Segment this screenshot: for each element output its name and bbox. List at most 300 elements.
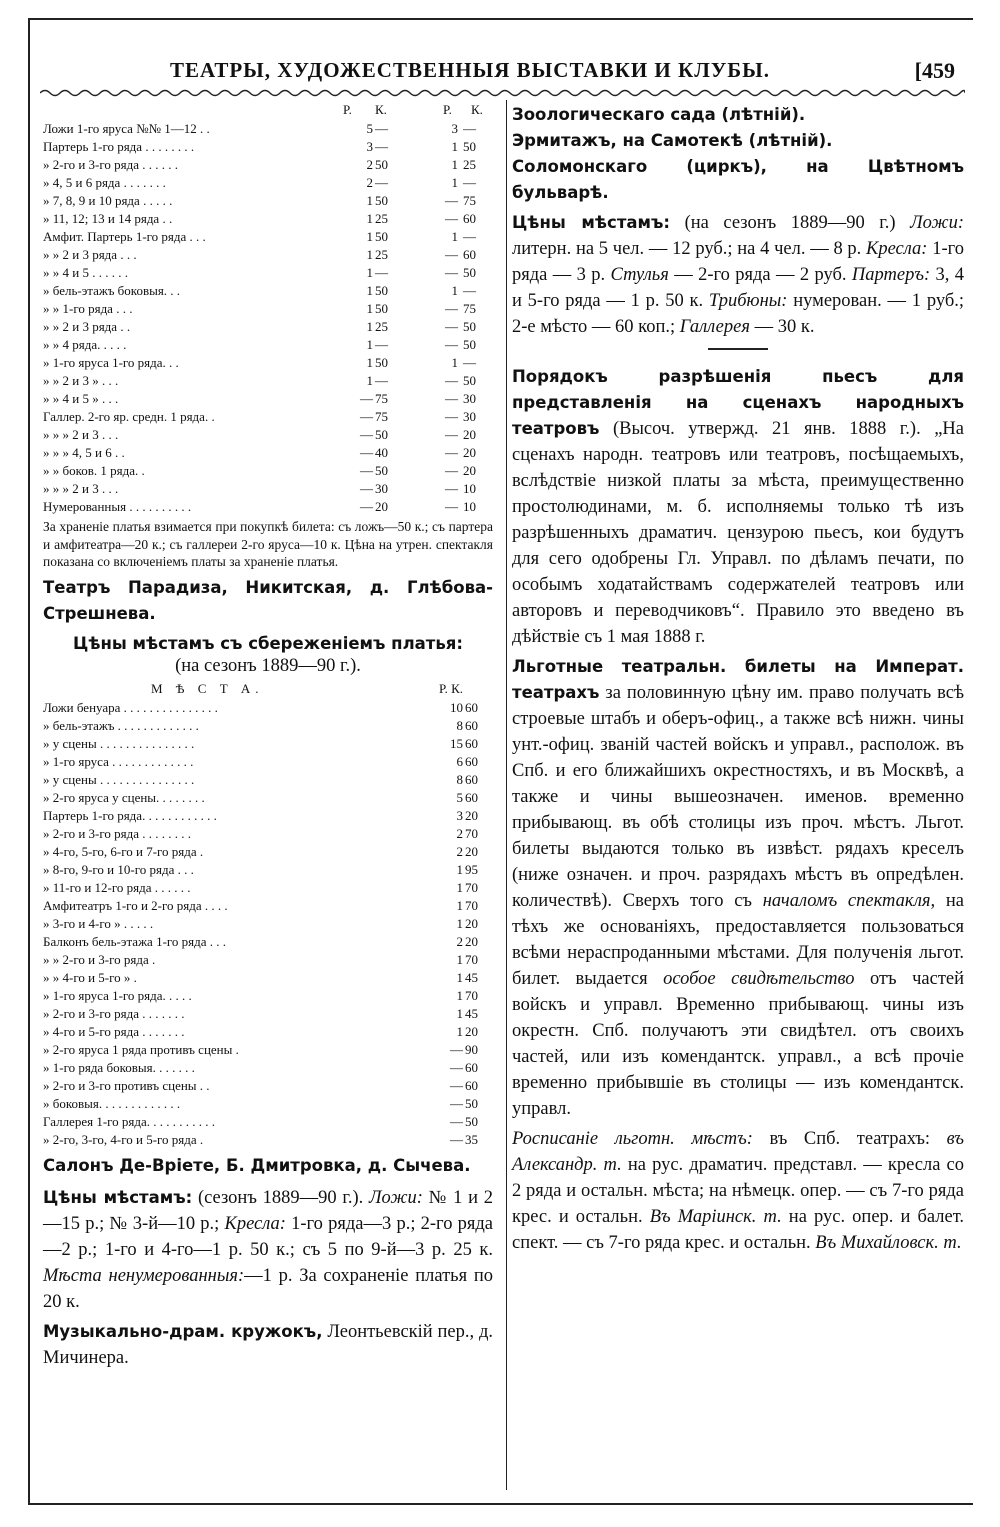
row-label: » 8-го, 9-го и 10-го ряда . . . [43,861,194,877]
kop-value: 50 [463,337,476,352]
row-label: » 7, 8, 9 и 10 ряда . . . . . [43,193,173,208]
table-row [43,408,493,426]
kop-value: 60 [465,1059,478,1075]
table-row [43,825,493,843]
rub-value: 1 [456,915,463,931]
kop-value: 10 [463,499,476,514]
row-label: Амфитеатръ 1-го и 2-го ряда . . . . [43,897,228,913]
table-row [43,987,493,1005]
rub-value: 3 [366,139,373,154]
row-label: » 1-го яруса 1-го ряда. . . . . [43,987,192,1003]
row-label: Галлер. 2-го яр. средн. 1 ряда. . [43,409,215,424]
rub-value: 2 [456,843,463,859]
kop-value: 60 [465,699,478,715]
price-table-2 [43,699,493,1149]
rub-value: 1 [456,951,463,967]
rub-value: 1 [366,283,373,298]
rub-value: — [450,1059,463,1075]
kop-value: 20 [463,427,476,442]
kop-value: — [463,121,476,136]
row-label: » » 4 и 5 » . . . [43,391,119,406]
rub-value: 1 [366,265,373,280]
kop-value: 75 [463,193,476,208]
frame-top-rule [28,18,973,20]
kop-value: 50 [465,1095,478,1111]
rub-value: — [445,265,458,280]
table-row [43,1077,493,1095]
rub-value: 1 [456,1005,463,1021]
table-row [43,1131,493,1149]
tribuny: Трибюны: [708,291,788,311]
table1-header [43,102,493,120]
lgot-lead: Льготные театральн. билеты на Императ. театрахъ [512,657,964,702]
muz-kruzhok [43,1319,493,1371]
solomon-circus [512,154,964,206]
row-label: » 1-го ряда боковыя. . . . . . . [43,1059,195,1075]
salon-kresla: Кресла: [224,1213,286,1234]
kop-value: 25 [375,211,388,226]
ermitazh [512,128,964,154]
row-label: Галлерея 1-го ряда. . . . . . . . . . . [43,1113,216,1129]
kop-value: 45 [465,1005,478,1021]
v-mar: Въ Маріинск. т. [649,1207,782,1227]
table2-header [43,681,493,699]
rub-value: — [445,481,458,496]
salon-prices-lead: Цѣны мѣстамъ: [43,1187,193,1207]
zoo-garden [512,102,964,128]
frame-bottom-rule [28,1503,973,1505]
table-row [43,1059,493,1077]
row-label: » » 2 и 3 » . . . [43,373,119,388]
ceny-1: (на сезонъ 1889—90 г.) [670,213,896,233]
row-label: » 2-го и 3-го ряда . . . . . . . [43,1005,185,1021]
kop-value: 35 [465,1131,478,1147]
kop-value: 50 [463,319,476,334]
kop-value: 60 [463,247,476,262]
ceny-7: — 30 к. [749,317,815,337]
table-row [43,897,493,915]
mesta-heading: М Ѣ С Т А. [151,680,264,696]
rasp-1: въ Спб. театрахъ: [752,1129,931,1149]
ermitazh-text: Эрмитажъ, на Самотекѣ (лѣтній). [512,131,833,150]
kop-value: 20 [465,933,478,949]
solomon-text: Соломонскаго (циркъ), на Цвѣтномъ бульварѣ. [512,157,964,202]
rub-value: — [445,409,458,424]
row-label: » 3-го и 4-го » . . . . . [43,915,154,931]
zoo-text: Зоологическаго сада (лѣтній). [512,105,806,124]
rub-value: 1 [366,355,373,370]
lgot-2: на тѣхъ же основаніяхъ, предоставляется пользоваться всѣми нераспроданными мѣстами. Для полученія льгот. билет. выдается [512,891,964,989]
right-column [512,102,964,1256]
kop-value: 60 [463,211,476,226]
rub-value: — [450,1131,463,1147]
table-row [43,843,493,861]
kop-value: — [463,229,476,244]
rub-value: 1 [451,283,458,298]
rk-heading: Р. К. [439,680,464,696]
row-label: » » 4 ряда. . . . . [43,337,127,352]
rub-value: 2 [366,175,373,190]
kop-value: 30 [375,481,388,496]
table-row [43,426,493,444]
kop-value: 70 [465,825,478,841]
kop-value: 20 [463,463,476,478]
rub-col-2: Р. [443,102,452,117]
kop-value: — [375,373,388,388]
poryadok-rest: (Высоч. утвержд. 21 янв. 1888 г.). „На сценахъ народн. театровъ или театровъ, посѣщаемыхъ, вслѣдствіе низкой платы за мѣста, преимущественно простолюдинами, м. б. исполняемы только тѣ изъ разрѣшенныхъ драматич. цензурою пьесъ, кои будутъ для сего одобрены Гл. Управл. по дѣламъ печати, по особымъ ходатайствамъ содержателей театровъ или авторовъ и переводчиковъ“. Правило это введено въ дѣйствіе съ 1 мая 1888 г. [512,419,964,647]
rub-value: 1 [451,157,458,172]
osoboe: особое свидѣтельство [663,969,855,989]
table-row [43,498,493,516]
table-row [43,735,493,753]
rub-value: 1 [366,301,373,316]
muz-lead: Музыкально-драм. кружокъ, [43,1321,323,1341]
row-label: Ложи бенуара . . . . . . . . . . . . . . . [43,699,218,715]
poryadok-lead: Порядокъ разрѣшенія пьесъ для представленія на сценахъ народныхъ театровъ [512,367,964,438]
rub-value: 2 [366,157,373,172]
rub-value: — [360,499,373,514]
kop-value: 20 [463,445,476,460]
table-row [43,915,493,933]
ceny-5: 3, 4 и 5-го ряда — 1 р. 50 к. [512,265,964,311]
rub-value: 1 [456,861,463,877]
table-row [43,933,493,951]
kop-value: 50 [375,301,388,316]
running-title: ТЕАТРЫ, ХУДОЖЕСТВЕННЫЯ ВЫСТАВКИ И КЛУБЫ. [170,58,771,82]
kop-value: 25 [375,319,388,334]
rub-value: — [445,193,458,208]
ceny-2: литерн. на 5 чел. — 12 руб.; на 4 чел. — 8 р. [512,239,862,259]
rub-value: — [445,211,458,226]
rub-value: 5 [456,789,463,805]
kop-value: 70 [465,897,478,913]
table-row [43,282,493,300]
rub-value: 1 [366,229,373,244]
raspisanie-lgotnykh-mest [512,1126,964,1256]
rub-value: — [360,481,373,496]
rub-value: 1 [451,355,458,370]
table-row [43,444,493,462]
row-label: » » » 4, 5 и 6 . . [43,445,125,460]
rub-value: — [360,427,373,442]
rub-value: — [445,247,458,262]
kop-value: — [463,283,476,298]
table-row [43,354,493,372]
kop-value: 60 [465,789,478,805]
poryadok-razresheniya [512,364,964,650]
rub-value: — [445,445,458,460]
kop-value: 45 [465,969,478,985]
row-label: » » » 2 и 3 . . . [43,427,119,442]
rasp-lead: Росписаніе льготн. мѣстъ: [512,1129,753,1149]
parter: Партеръ: [851,265,931,285]
salon-prices [43,1185,493,1315]
rub-value: — [445,301,458,316]
kop-value: 70 [465,951,478,967]
table-row [43,120,493,138]
row-label: Балконъ бель-этажа 1-го ряда . . . [43,933,227,949]
row-label: Амфит. Партерь 1-го ряда . . . [43,229,206,244]
kop-value: 30 [463,409,476,424]
kop-value: 30 [463,391,476,406]
row-label: » » 4-го и 5-го » . [43,969,137,985]
left-column [43,102,493,1371]
rub-col-1: Р. [343,102,352,117]
row-label: » » » 2 и 3 . . . [43,481,119,496]
table-row [43,1041,493,1059]
row-label: Ложи 1-го яруса №№ 1—12 . . [43,121,210,136]
paradiz-text: Театръ Парадиза, Никитская, д. Глѣбова-Стрешнева. [43,577,493,623]
rub-value: — [445,337,458,352]
rub-value: 1 [456,897,463,913]
table-row [43,264,493,282]
table-row [43,1023,493,1041]
rub-value: 1 [366,319,373,334]
table-row [43,300,493,318]
rub-value: 1 [456,879,463,895]
rub-value: — [360,391,373,406]
rub-value: 15 [450,735,463,751]
kop-value: 50 [375,427,388,442]
kop-value: 25 [463,157,476,172]
kop-value: — [375,265,388,280]
rub-value: 1 [451,139,458,154]
rub-value: — [450,1077,463,1093]
kop-value: — [463,175,476,190]
kop-value: 60 [465,735,478,751]
kop-value: 20 [465,1023,478,1039]
rub-value: — [445,427,458,442]
kop-value: 50 [375,283,388,298]
prices-heading-text: Цѣны мѣстамъ съ сбереженіемъ платья: [73,633,463,653]
row-label: » 11, 12; 13 и 14 ряда . . [43,211,173,226]
season-prices [512,210,964,340]
table-row [43,336,493,354]
row-label: » » боков. 1 ряда. . [43,463,145,478]
rub-value: 1 [366,373,373,388]
rub-value: 1 [456,969,463,985]
note-coat-check: За храненіе платья взимается при покупкѣ билета: съ ложъ—50 к.; съ партера и амфитеатра—20 к.; съ галлереи 2-го яруса—10 к. Цѣна на утрен. спектакля показана со включеніемъ платы за храненіе платья. [43,519,493,569]
table-row [43,969,493,987]
ceny-6: нумерован. — 1 руб.; 2-е мѣсто — 60 коп.; [512,291,965,337]
kop-value: 50 [375,193,388,208]
row-label: » 2-го яруса у сцены. . . . . . . . [43,789,205,805]
v-mikh: Въ Михайловск. т. [815,1233,962,1253]
table-row [43,318,493,336]
rub-value: — [445,373,458,388]
rub-value: 5 [366,121,373,136]
ceny-lead: Цѣны мѣстамъ: [512,213,671,232]
table-row [43,138,493,156]
rub-value: 1 [456,1023,463,1039]
table-row [43,480,493,498]
stulya: Стулья [610,265,669,285]
page-number: [459 [914,58,955,83]
salon-lozhi: Ложи: [369,1187,423,1208]
row-label: » 1-го яруса . . . . . . . . . . . . . [43,753,194,769]
row-label: » бель-этажъ боковыя. . . [43,283,181,298]
kop-value: 60 [465,753,478,769]
row-label: » 2-го и 3-го ряда . . . . . . [43,157,178,172]
row-label: » 4-го и 5-го ряда . . . . . . . [43,1023,185,1039]
wavy-rule [40,88,965,98]
rub-value: — [450,1041,463,1057]
kop-value: 20 [465,843,478,859]
table-row [43,174,493,192]
prices-season: (на сезонъ 1889—90 г.). [175,655,361,676]
rub-value: 8 [456,717,463,733]
table-row [43,156,493,174]
rub-value: 3 [456,807,463,823]
kop-col-1: К. [375,102,387,117]
rasp-3: на рус. опер. и балет. спект. — съ 7-го ряда крес. и остальн. [512,1207,965,1253]
rub-value: — [450,1113,463,1129]
row-label: » » 2 и 3 ряда . . [43,319,131,334]
kop-value: 50 [375,355,388,370]
table-row [43,807,493,825]
rub-value: — [450,1095,463,1111]
kop-value: 60 [465,771,478,787]
salon-de-vriete [43,1153,493,1179]
kop-value: 50 [465,1113,478,1129]
kop-value: — [375,139,388,154]
kop-value: — [375,337,388,352]
kop-value: 60 [465,1077,478,1093]
table-row [43,699,493,717]
table-row [43,246,493,264]
rub-value: — [360,445,373,460]
rub-value: — [360,463,373,478]
kresla: Кресла: [866,239,928,259]
kop-value: 20 [465,807,478,823]
table-row [43,192,493,210]
rub-value: 1 [366,193,373,208]
rub-value: 1 [451,229,458,244]
table-row [43,951,493,969]
rub-value: 1 [366,211,373,226]
lgotnye-bilety [512,654,964,1122]
kop-value: 75 [463,301,476,316]
kop-value: 70 [465,879,478,895]
price-table-1 [43,120,493,516]
ceny-3: 1-го ряда — 3 р. [512,239,964,285]
salon-prices-4: —1 р. За сохраненіе платья по 20 к. [43,1265,493,1312]
lgot-1: за половинную цѣну им. право получать всѣ строевые штабъ и оберъ-офиц., а также всѣ нижн. чины унт.-офиц. званій частей войскъ и управл., располож. въ Спб. и его ближайшихъ окрестностяхъ, и въ Москвѣ, а также и чины вышеозначен. именов. временно прибывающ. въ обѣ столицы изъ проч. мѣстъ. Льгот. билеты выдаются только въ извѣст. рядахъ креселъ (ниже означен. и проч. разрядахъ мѣстъ въ опредѣлен. количествѣ). Сверхъ того съ [512,683,964,911]
rub-value: — [445,499,458,514]
rub-value: 3 [451,121,458,136]
v-alex: въ Александр. т. [512,1129,965,1175]
kop-value: 50 [375,229,388,244]
kop-value: 60 [465,717,478,733]
row-label: » 4, 5 и 6 ряда . . . . . . . [43,175,166,190]
table-row [43,771,493,789]
theatre-paradiz [43,575,493,627]
rub-value: 6 [456,753,463,769]
rub-value: 1 [456,987,463,1003]
salon-nenum: Мѣста ненумерованныя: [43,1265,245,1286]
table-row [43,789,493,807]
kop-value: — [375,175,388,190]
kop-value: 50 [375,157,388,172]
table-row [43,1113,493,1131]
kop-value: 95 [465,861,478,877]
row-label: » бель-этажъ . . . . . . . . . . . . . [43,717,199,733]
kop-value: 75 [375,409,388,424]
kop-value: 10 [463,481,476,496]
kop-value: 90 [465,1041,478,1057]
table-row [43,210,493,228]
rub-value: 1 [451,175,458,190]
frame-left-rule [28,18,30,1503]
rub-value: — [445,391,458,406]
kop-value: — [463,355,476,370]
rub-value: — [445,463,458,478]
rub-value: 8 [456,771,463,787]
rub-value: 10 [450,699,463,715]
row-label: » » 2-го и 3-го ряда . [43,951,156,967]
kop-value: 25 [375,247,388,262]
table-row [43,879,493,897]
row-label: Партерь 1-го ряда . . . . . . . . [43,139,195,154]
kop-value: 50 [375,463,388,478]
row-label: » 1-го яруса 1-го ряда. . . [43,355,179,370]
row-label: » 2-го и 3-го ряда . . . . . . . . [43,825,191,841]
kop-value: 50 [463,373,476,388]
row-label: » » 2 и 3 ряда . . . [43,247,137,262]
rub-value: 2 [456,825,463,841]
table-row [43,753,493,771]
table-row [43,228,493,246]
lgot-3: отъ частей войскъ и управл. Временно прибывающ. чины изъ окрестн. Спб. получаютъ эти свидѣтел. отъ своихъ частей, или изъ комендантск. управл., а всѣ прочіе временно прибывшіе въ столицы — изъ комендантск. управл. [512,969,965,1119]
rasp-2: на рус. драматич. представл. — кресла со 2 ряда и остальн. мѣста; на нѣмецк. опер. — съ 7-го ряда крес. и остальн. [512,1155,964,1227]
table-row [43,390,493,408]
row-label: » 2-го яруса 1 ряда противъ сцены . [43,1041,239,1057]
table-row [43,717,493,735]
row-label: Партерь 1-го ряда. . . . . . . . . . . . [43,807,217,823]
kop-value: 50 [463,265,476,280]
rub-value: 2 [456,933,463,949]
row-label: » 4-го, 5-го, 6-го и 7-го ряда . [43,843,204,859]
rub-value: 1 [366,247,373,262]
kop-value: 75 [375,391,388,406]
table-row [43,1095,493,1113]
rub-value: — [445,319,458,334]
table-row [43,462,493,480]
kop-col-2: К. [471,102,483,117]
nachalom: началомъ спектакля, [762,891,936,911]
row-label: » 2-го и 3-го противъ сцены . . [43,1077,210,1093]
kop-value: 50 [463,139,476,154]
row-label: » » 1-го ряда . . . [43,301,133,316]
kop-value: 40 [375,445,388,460]
column-divider [506,100,507,1490]
ceny-4: — 2-го ряда — 2 руб. [668,265,847,285]
table-row [43,372,493,390]
row-label: » » 4 и 5 . . . . . . [43,265,128,280]
table-row [43,861,493,879]
table-row [43,1005,493,1023]
kop-value: 70 [465,987,478,1003]
rub-value: — [360,409,373,424]
row-label: » 11-го и 12-го ряда . . . . . . [43,879,191,895]
section-rule [708,348,768,350]
galereya: Галлерея [679,317,750,337]
salon-prices-3: 1-го ряда—3 р.; 2-го ряда—2 р.; 1-го и 4-го—1 р. 50 к.; съ 5 по 9-й—3 р. 25 к. [43,1213,494,1260]
salon-text: Салонъ Де-Вріете, Б. Дмитровка, д. Сычева. [43,1155,471,1175]
lozhi: Ложи: [910,213,965,233]
row-label: » у сцены . . . . . . . . . . . . . . . [43,771,195,787]
row-label: » 2-го, 3-го, 4-го и 5-го ряда . [43,1131,204,1147]
